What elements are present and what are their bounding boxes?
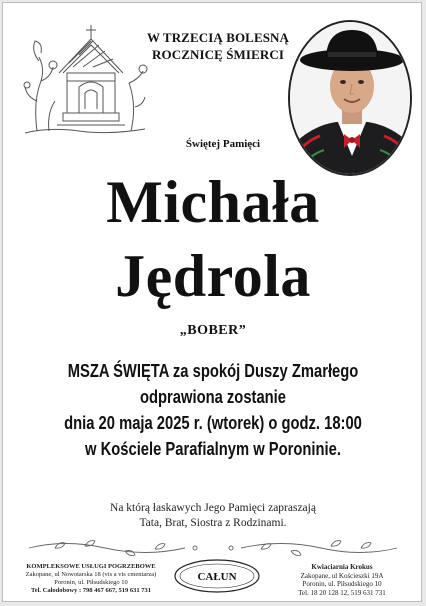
anniversary-heading [145,29,291,63]
florist-title: Kwiaciarnia Krokus [311,563,373,571]
funeral-services-phone: Tel. Całodobowy : 798 467 667, 519 631 731 [30,587,152,594]
portrait-photo [288,20,412,176]
mass-line-3: dnia 20 maja 2025 r. (wtorek) o godz. 18:00 [64,413,362,433]
florist-contact [265,563,419,597]
floral-ornament-icon [25,537,401,559]
funeral-services-contact [11,563,171,595]
invitation-line-2: Tata, Brat, Siostra z Rodzinami. [139,517,287,529]
deceased-first-name: Michała [106,169,320,235]
obituary-notice [2,2,422,602]
invitation-text [3,501,423,531]
portrait-illustration [290,22,412,176]
calun-logo-text: CAŁUN [197,571,237,583]
funeral-services-address-2: Poronin, ul. Piłsudskiego 10 [54,579,128,586]
invitation-line-1: Na którą łaskawych Jego Pamięci zapraszają [110,502,316,514]
wayside-shrine-illustration-icon [19,21,149,139]
anniversary-line-1: W TRZECIĄ BOLESNĄ [146,30,290,45]
deceased-last-name: Jędrola [115,243,311,309]
mass-line-4: w Kościele Parafialnym w Poroninie. [85,439,341,459]
funeral-services-title: KOMPLEKSOWE USŁUGI POGRZEBOWE [26,563,156,570]
florist-address-2: Poronin, ul. Piłsudskiego 10 [302,580,382,588]
memory-label: Świętej Pamięci [185,138,261,150]
mass-line-1: MSZA ŚWIĘTA za spokój Duszy Zmarłego [67,361,359,381]
deceased-nickname: „BOBER” [179,323,247,338]
florist-phone: Tel. 18 20 128 12, 519 631 731 [298,588,386,597]
mass-announcement [41,358,385,462]
florist-address-1: Zakopane, ul Kościeszki 19A [300,571,384,580]
calun-logo-icon [173,558,261,594]
mass-line-2: odprawiona zostanie [140,387,286,407]
funeral-services-address-1: Zakopane, ul Nowotarska 18 (vis a vis cmentarza) [25,571,157,578]
anniversary-line-2: ROCZNICĘ ŚMIERCI [152,47,284,62]
